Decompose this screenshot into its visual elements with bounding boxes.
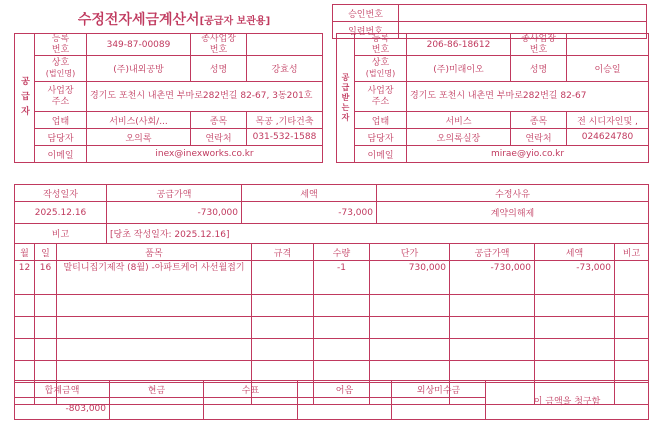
row-unit-price: 730,000 xyxy=(370,261,450,295)
modify-reason-value: 계약의해제 xyxy=(377,202,649,224)
supplier-item-label: 종목 xyxy=(191,112,247,129)
total-label: 합계금액 xyxy=(15,381,110,398)
supplier-ceo: 강효성 xyxy=(247,56,323,82)
col-item: 품목 xyxy=(57,244,252,261)
supplier-type-label: 업태 xyxy=(35,112,87,129)
receiver-name-label: 상호 (법인명) xyxy=(355,56,407,82)
tax-amount-label: 세액 xyxy=(242,185,377,202)
table-row xyxy=(15,129,323,146)
empty-cell xyxy=(450,317,535,339)
empty-cell xyxy=(15,339,35,361)
table-row xyxy=(15,295,649,317)
table-row xyxy=(337,112,649,129)
empty-cell xyxy=(314,317,370,339)
receiver-email: mirae@yio.co.kr xyxy=(407,146,649,163)
table-row xyxy=(15,339,649,361)
supplier-item: 목공 ,기타건축 xyxy=(247,112,323,129)
row-tax: -73,000 xyxy=(535,261,615,295)
title-main: 수정전자세금계산서 xyxy=(77,12,200,28)
receiver-biz-no xyxy=(567,34,649,56)
receiver-ceo: 이승일 xyxy=(567,56,649,82)
receiver-reg-label: 등록 번호 xyxy=(355,34,407,56)
memo-label: 비고 xyxy=(15,224,107,244)
receiver-side-label: 공급받는자 xyxy=(337,34,355,163)
table-row xyxy=(15,82,323,112)
empty-cell xyxy=(370,295,450,317)
empty-cell xyxy=(615,339,649,361)
col-unit-price: 단가 xyxy=(370,244,450,261)
col-day: 일 xyxy=(35,244,57,261)
empty-cell xyxy=(314,295,370,317)
supplier-email: inex@inexworks.co.kr xyxy=(87,146,323,163)
row-qty: -1 xyxy=(314,261,370,295)
table-row xyxy=(15,261,649,295)
row-spec xyxy=(252,261,314,295)
empty-cell xyxy=(450,295,535,317)
table-row xyxy=(15,112,323,129)
table-row xyxy=(15,317,649,339)
table-header-row xyxy=(15,244,649,261)
empty-cell xyxy=(370,339,450,361)
empty-cell xyxy=(252,339,314,361)
approval-no-value xyxy=(399,5,647,22)
empty-cell xyxy=(615,317,649,339)
supplier-ceo-label: 성명 xyxy=(191,56,247,82)
empty-cell xyxy=(57,317,252,339)
table-row xyxy=(15,185,649,202)
footer-table xyxy=(14,380,649,420)
empty-cell xyxy=(450,339,535,361)
empty-cell xyxy=(615,295,649,317)
supplier-type: 서비스(사회/... xyxy=(87,112,191,129)
col-tax: 세액 xyxy=(535,244,615,261)
empty-cell xyxy=(535,295,615,317)
credit-value xyxy=(392,398,486,420)
receiver-charge: 오의록실장 xyxy=(407,129,511,146)
empty-cell xyxy=(15,295,35,317)
supply-amount-label: 공급가액 xyxy=(107,185,242,202)
table-row xyxy=(333,5,647,22)
empty-cell xyxy=(535,339,615,361)
empty-cell xyxy=(252,295,314,317)
col-note: 비고 xyxy=(615,244,649,261)
receiver-item-label: 종목 xyxy=(511,112,567,129)
receiver-addr-label: 사업장 주소 xyxy=(355,82,407,112)
receiver-reg-no: 206-86-18612 xyxy=(407,34,511,56)
credit-label: 외상미수금 xyxy=(392,381,486,398)
empty-cell xyxy=(535,317,615,339)
supplier-reg-no: 349-87-00089 xyxy=(87,34,191,56)
write-date-value: 2025.12.16 xyxy=(15,202,107,224)
memo-value: [당초 작성일자: 2025.12.16] xyxy=(107,224,649,244)
serial-no-label: 일련번호 xyxy=(333,22,399,39)
table-row xyxy=(15,34,323,56)
approval-no-label: 승인번호 xyxy=(333,5,399,22)
supplier-reg-label: 등록 번호 xyxy=(35,34,87,56)
total-value: -803,000 xyxy=(15,398,110,420)
summary-table xyxy=(14,184,649,244)
row-day: 16 xyxy=(35,261,57,295)
empty-cell xyxy=(57,295,252,317)
supplier-name: (주)내외공방 xyxy=(87,56,191,82)
col-spec: 규격 xyxy=(252,244,314,261)
receiver-type-label: 업태 xyxy=(355,112,407,129)
supplier-charge: 오의록 xyxy=(87,129,191,146)
supplier-address: 경기도 포천시 내촌면 부마로282번길 82-67, 3동201호 xyxy=(87,82,323,112)
cash-value xyxy=(110,398,204,420)
receiver-type: 서비스 xyxy=(407,112,511,129)
empty-cell xyxy=(35,317,57,339)
supply-amount-value: -730,000 xyxy=(107,202,242,224)
receiver-charge-label: 담당자 xyxy=(355,129,407,146)
receiver-biz-label: 종사업장 번호 xyxy=(511,34,567,56)
modify-reason-label: 수정사유 xyxy=(377,185,649,202)
table-header-row xyxy=(15,381,649,398)
table-row xyxy=(337,82,649,112)
table-row xyxy=(15,56,323,82)
receiver-tel: 024624780 xyxy=(567,129,649,146)
receiver-email-label: 이메일 xyxy=(355,146,407,163)
check-label: 수표 xyxy=(204,381,298,398)
claim-text: 이 금액을 청구함 xyxy=(486,381,649,420)
note-label: 어음 xyxy=(298,381,392,398)
note-value xyxy=(298,398,392,420)
row-supply: -730,000 xyxy=(450,261,535,295)
table-row xyxy=(337,34,649,56)
empty-cell xyxy=(15,317,35,339)
row-item-name: 말티니집기제작 (8월) -아파트케어 사선월접기 xyxy=(57,261,252,295)
col-month: 월 xyxy=(15,244,35,261)
cash-label: 현금 xyxy=(110,381,204,398)
receiver-table xyxy=(336,33,649,163)
check-value xyxy=(204,398,298,420)
supplier-table xyxy=(14,33,323,163)
receiver-tel-label: 연락처 xyxy=(511,129,567,146)
empty-cell xyxy=(370,317,450,339)
page-title xyxy=(14,8,334,32)
row-note xyxy=(615,261,649,295)
tax-amount-value: -73,000 xyxy=(242,202,377,224)
supplier-email-label: 이메일 xyxy=(35,146,87,163)
write-date-label: 작성일자 xyxy=(15,185,107,202)
table-row xyxy=(337,129,649,146)
supplier-tel: 031-532-1588 xyxy=(247,129,323,146)
table-row xyxy=(337,56,649,82)
receiver-item: 전 시디자인및 , xyxy=(567,112,649,129)
supplier-side-label: 공급자 xyxy=(15,34,35,163)
supplier-biz-label: 종사업장 번호 xyxy=(191,34,247,56)
supplier-name-label: 상호 (법인명) xyxy=(35,56,87,82)
supplier-biz-no xyxy=(247,34,323,56)
col-qty: 수량 xyxy=(314,244,370,261)
empty-cell xyxy=(57,339,252,361)
receiver-address: 경기도 포천시 내촌면 부마로282번길 82-67 xyxy=(407,82,649,112)
supplier-tel-label: 연락처 xyxy=(191,129,247,146)
table-row xyxy=(15,146,323,163)
table-row xyxy=(337,146,649,163)
col-supply: 공급가액 xyxy=(450,244,535,261)
empty-cell xyxy=(252,317,314,339)
row-month: 12 xyxy=(15,261,35,295)
title-bracket: [공급자 보관용] xyxy=(199,16,271,27)
receiver-name: (주)미래이오 xyxy=(407,56,511,82)
table-row xyxy=(15,202,649,224)
table-row xyxy=(15,224,649,244)
receiver-ceo-label: 성명 xyxy=(511,56,567,82)
empty-cell xyxy=(314,339,370,361)
supplier-addr-label: 사업장 주소 xyxy=(35,82,87,112)
supplier-charge-label: 담당자 xyxy=(35,129,87,146)
empty-cell xyxy=(35,339,57,361)
empty-cell xyxy=(35,295,57,317)
